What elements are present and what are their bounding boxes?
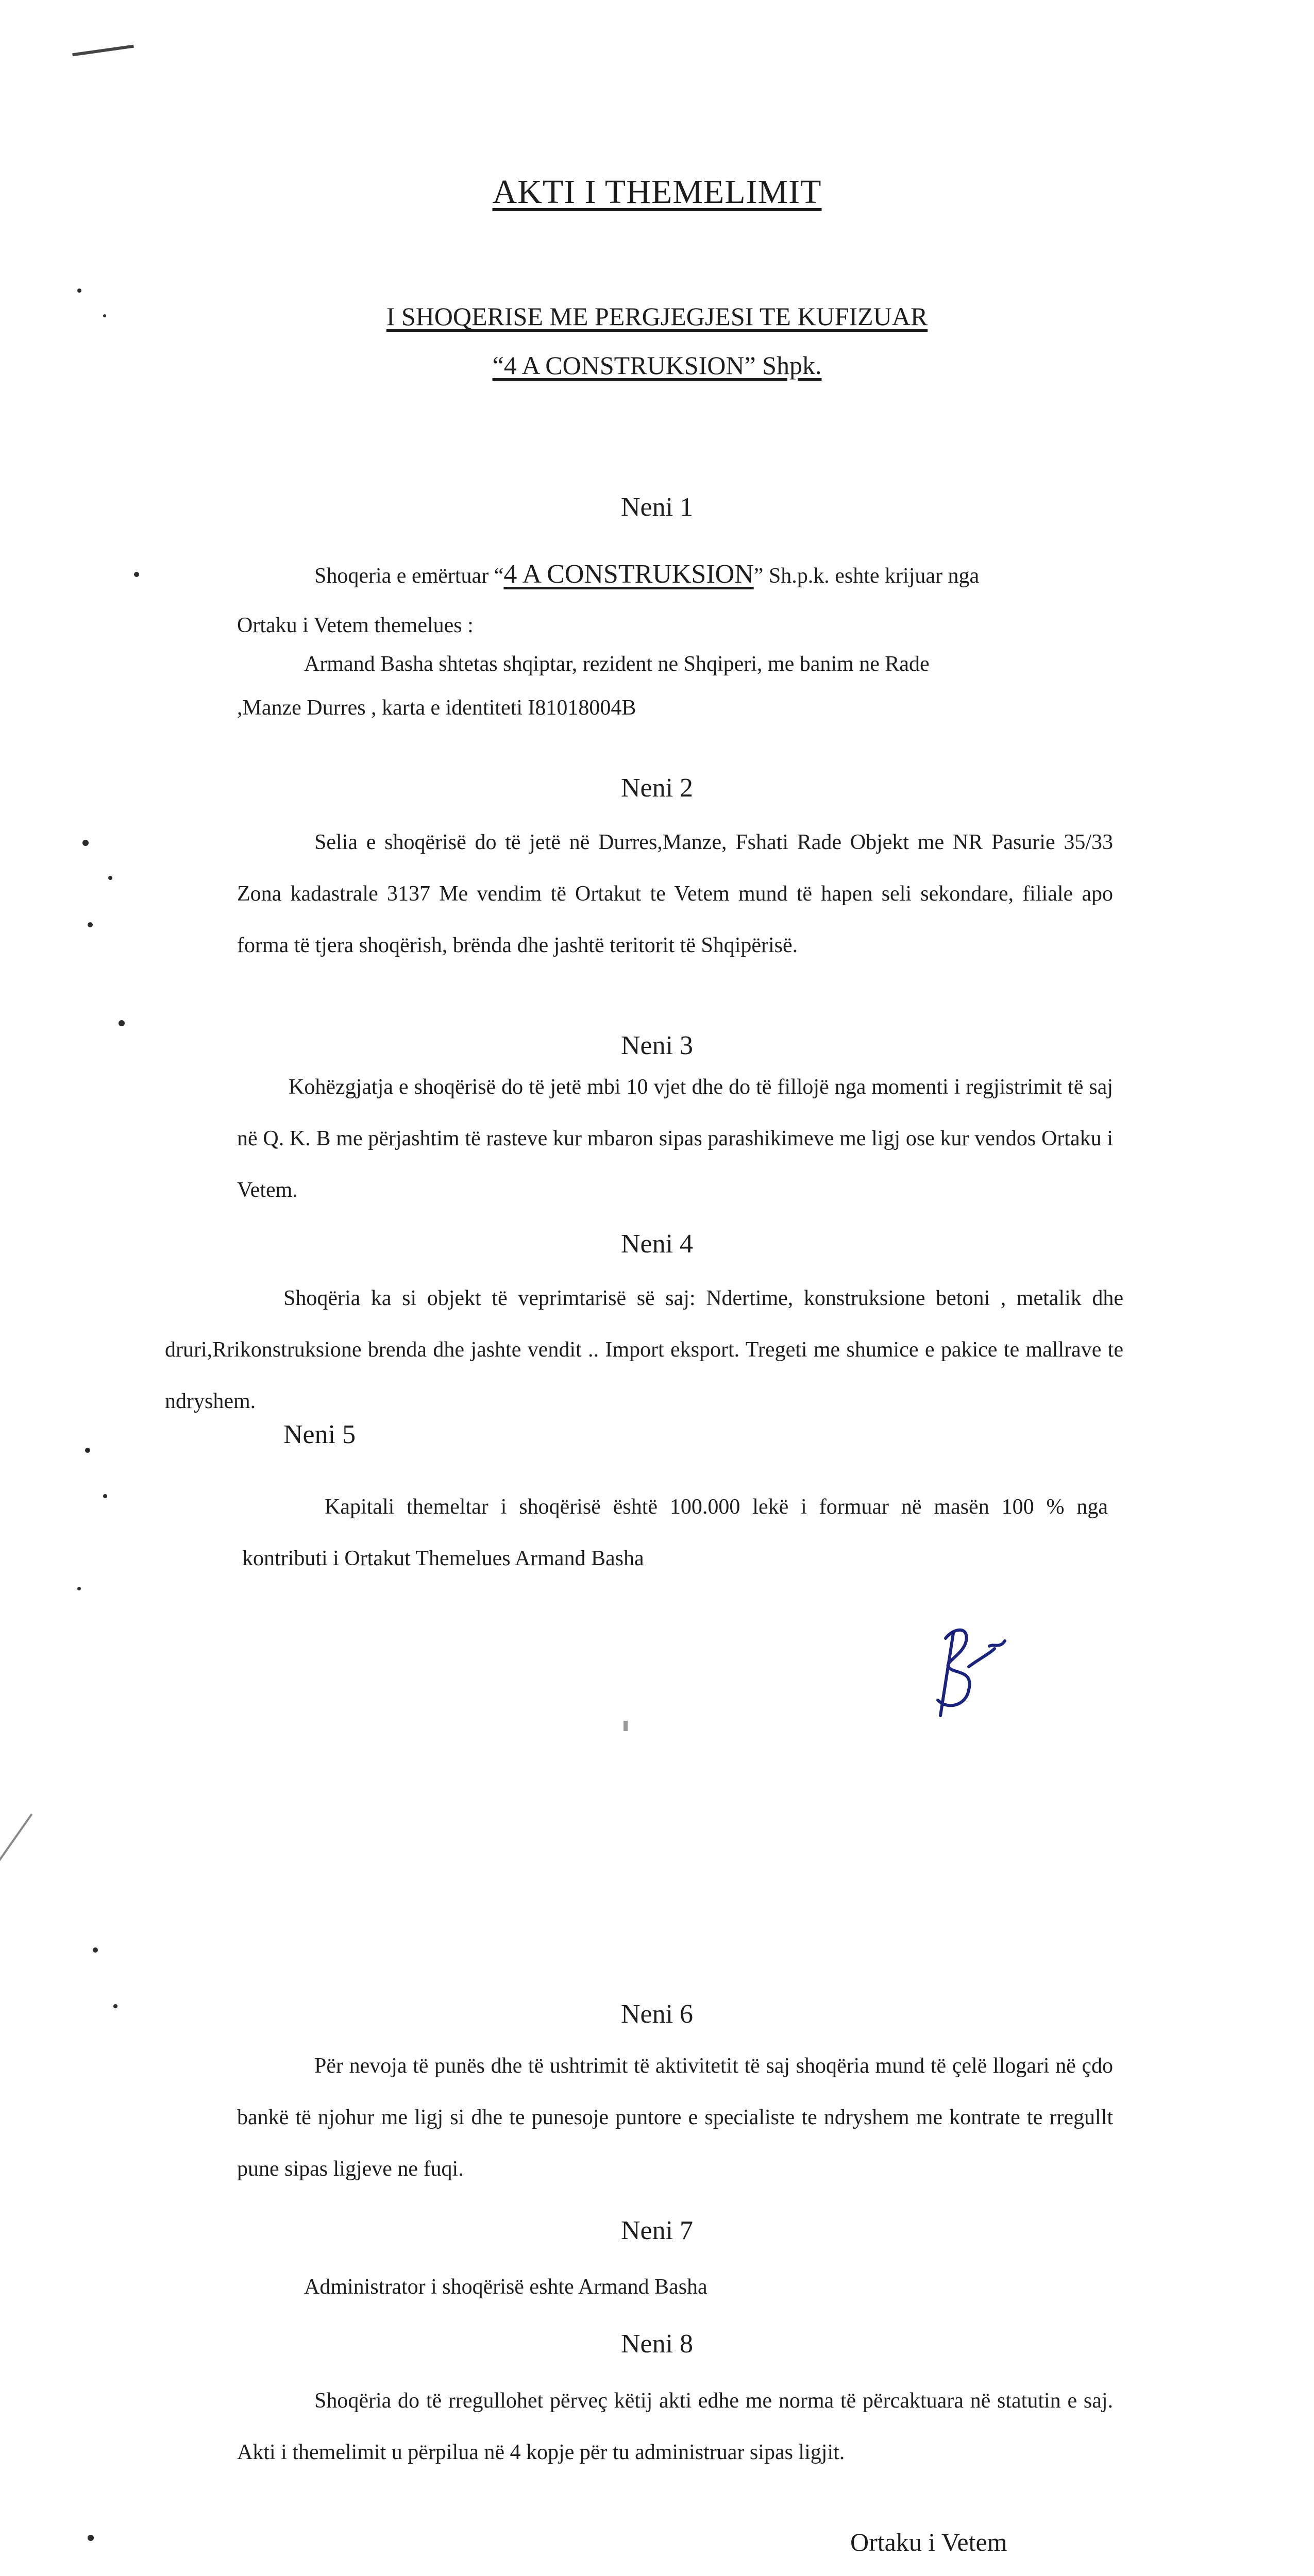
article-8-text: Shoqëria do të rregullohet përveç këtij akti edhe me norma të përcaktuara në statutin e saj. Akti i themelimit u përpilua në 4 kopje për tu administruar sipas ligjit. [237, 2389, 1113, 2464]
article-7-text: Administrator i shoqërisë eshte Armand Basha [304, 2275, 707, 2299]
signatory-role: Ortaku i Vetem [850, 2528, 1007, 2556]
scan-speck [134, 572, 139, 577]
scan-speck [85, 1448, 90, 1453]
article-4-heading: Neni 4 [620, 1229, 694, 1259]
document-subtitle-line2: “4 A CONSTRUKSION” Shpk. [492, 351, 822, 380]
article-5-text: Kapitali themeltar i shoqërisë është 100.000 lekë i formuar në masën 100 % nga kontributi i Ortakut Themelues Armand Basha [242, 1495, 1108, 1570]
page-break-mark [624, 1721, 628, 1731]
document-subtitle-line1: I SHOQERISE ME PERGJEGJESI TE KUFIZUAR [386, 302, 928, 331]
scan-speck [88, 922, 93, 927]
article-4-text: Shoqëria ka si objekt të veprimtarisë së saj: Ndertime, konstruksione betoni , metalik dhe druri,Rrikonstruksione brenda dhe jashte vendit .. Import eksport. Tregeti me shumice e pakice te mallrave te ndryshem. [165, 1286, 1123, 1413]
article-1-line-2: Ortaku i Vetem themelues : [237, 614, 474, 637]
article-6-text: Për nevoja të punës dhe të ushtrimit të aktivitetit të saj shoqëria mund të çelë llogari në çdo bankë të njohur me ligj si dhe te punesoje puntore e specialiste te ndryshem me kontrate te rregullt pune sipas ligjeve ne fuqi. [237, 2054, 1113, 2181]
article-1-heading: Neni 1 [620, 493, 694, 522]
article-1-text-post: ” Sh.p.k. eshte krijuar nga [753, 564, 980, 588]
scan-speck [108, 876, 112, 880]
document-title: AKTI I THEMELIMIT [492, 173, 822, 211]
signature-initials-1 [917, 1618, 1020, 1731]
article-8-heading: Neni 8 [620, 2329, 694, 2359]
article-5-heading: Neni 5 [283, 1420, 356, 1449]
scan-speck [82, 840, 89, 846]
article-1-line-1 [314, 559, 979, 589]
page-edge-line [0, 1814, 32, 1975]
article-1-line-3: Armand Basha shtetas shqiptar, rezident ne Shqiperi, me banim ne Rade [304, 652, 930, 676]
article-7-heading: Neni 7 [620, 2216, 694, 2245]
article-2-text: Selia e shoqërisë do të jetë në Durres,Manze, Fshati Rade Objekt me NR Pasurie 35/33 Zona kadastrale 3137 Me vendim të Ortakut te Vetem mund të hapen seli sekondare, filiale apo forma të tjera shoqërish, brënda dhe jashtë teritorit të Shqipërisë. [237, 831, 1113, 957]
stray-pen-mark [72, 45, 134, 57]
scan-speck [103, 1494, 107, 1498]
scan-speck [88, 2535, 94, 2541]
company-name: 4 A CONSTRUKSION [503, 560, 754, 589]
scan-speck [93, 1947, 98, 1953]
scan-speck [77, 289, 81, 293]
scan-speck [77, 1587, 81, 1590]
article-1-text-pre: Shoqeria e emërtuar “ [314, 564, 504, 588]
article-6-heading: Neni 6 [620, 1999, 694, 2029]
article-2-heading: Neni 2 [620, 773, 694, 803]
article-1-line-4: ,Manze Durres , karta e identiteti I81018004B [237, 696, 636, 720]
scan-speck [119, 1020, 125, 1026]
article-3-heading: Neni 3 [620, 1031, 694, 1060]
article-3-text: Kohëzgjatja e shoqërisë do të jetë mbi 10 vjet dhe do të fillojë nga momenti i regjistrimit të saj në Q. K. B me përjashtim të rasteve kur mbaron sipas parashikimeve me ligj ose kur vendos Ortaku i Vetem. [237, 1075, 1113, 1202]
